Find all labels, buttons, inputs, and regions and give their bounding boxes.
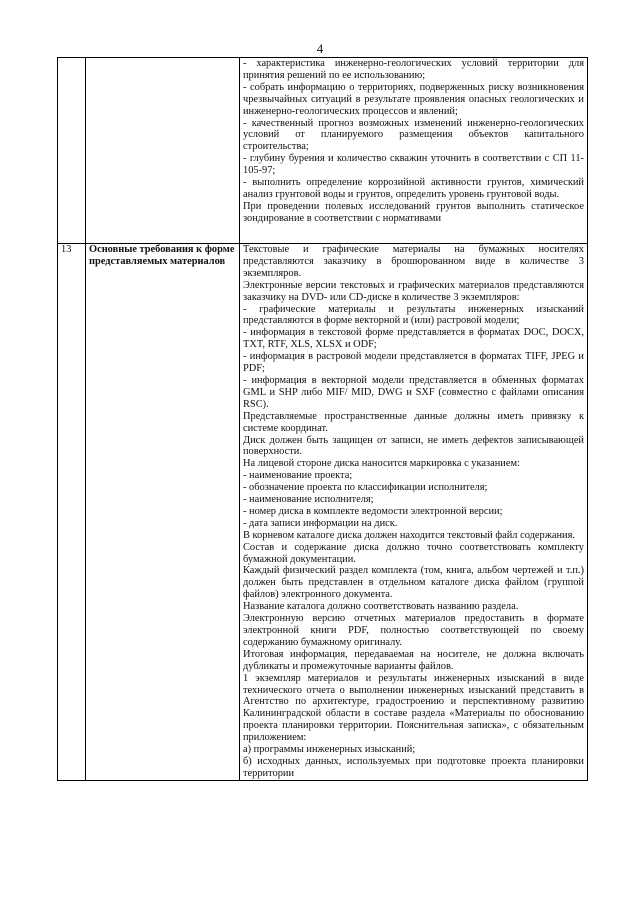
description-line: Электронную версию отчетных материалов предоставить в формате электронной книги PDF, полностью соответствующей по своему содержанию бумажному оригиналу.	[243, 613, 584, 648]
description-line: - наименование проекта;	[243, 470, 353, 482]
description-line: - характеристика инженерно-геологических условий территории для принятия решений по ее использованию;	[243, 58, 584, 81]
description-line: Текстовые и графические материалы на бумажных носителях представляются заказчику в брошюрованном виде в количестве 3 экземпляров.	[243, 244, 584, 279]
description-line: - дата записи информации на диск.	[243, 517, 398, 529]
requirement-description-cell	[240, 58, 588, 244]
description-line: - обозначение проекта по классификации исполнителя;	[243, 482, 488, 494]
description-line: Представляемые пространственные данные должны иметь привязку к системе координат.	[243, 410, 584, 434]
requirements-table	[57, 57, 588, 781]
description-line: а) программы инженерных изысканий;	[243, 744, 416, 756]
description-line: - информация в текстовой форме представляется в форматах DOC, DOCX, TXT, RTF, XLS, XLSX и ODF;	[243, 327, 584, 351]
description-line: На лицевой стороне диска наносится маркировка с указанием:	[243, 458, 520, 470]
description-line: - информация в векторной модели представляется в обменных форматах GML и SHP либо MIF/ MID, DWG и SXF (совместно с файлами описания RSC).	[243, 374, 584, 410]
page-number: 4	[316, 41, 324, 56]
description-line: В корневом каталоге диска должен находится текстовый файл содержания.	[243, 529, 575, 541]
description-line: При проведении полевых исследований грунтов выполнить статическое зондирование в соответствии с нормативами	[243, 200, 584, 224]
description-line: б) исходных данных, используемых при подготовке проекта планировки территории	[243, 755, 584, 779]
table-row	[58, 244, 588, 781]
table-row	[58, 58, 588, 244]
requirement-name-cell: Основные требования к форме представляемых материалов	[86, 244, 240, 781]
description-line: Состав и содержание диска должно точно соответствовать комплекту бумажной документации.	[243, 541, 584, 565]
description-line: Итоговая информация, передаваемая на носителе, не должна включать дубликаты и промежуточные варианты файлов.	[243, 648, 584, 672]
description-line: - наименование исполнителя;	[243, 494, 374, 506]
description-line: Электронные версии текстовых и графических материалов представляются заказчику на DVD- или CD-диске в количестве 3 экземпляров:	[243, 279, 584, 303]
description-line: - качественный прогноз возможных изменений инженерно-геологических условий от планируемого размещения объектов капитального строительства;	[243, 117, 584, 153]
description-line: - информация в растровой модели представляется в форматах TIFF, JPEG и PDF;	[243, 351, 584, 375]
description-line: - номер диска в комплекте ведомости электронной версии;	[243, 505, 503, 517]
row-number-cell	[58, 58, 86, 244]
description-line: 1 экземпляр материалов и результаты инженерных изысканий в виде технического отчета о выполнении инженерных изысканий представить в Агентство по архитектуре, градостроению и перспективному развитию Калининградской области в составе раздела «Материалы по обоснованию проекта планировки территории. Пояснительная записка», с обязательным приложением:	[243, 672, 584, 744]
requirement-description-cell	[240, 244, 588, 781]
description-line: - глубину бурения и количество скважин уточнить в соответствии с СП 11-105-97;	[243, 153, 584, 177]
requirement-name-cell	[86, 58, 240, 244]
description-line: Диск должен быть защищен от записи, не иметь дефектов записывающей поверхности.	[243, 434, 584, 458]
description-line: - графические материалы и результаты инженерных изысканий представляются в форме векторной и (или) растровой модели;	[243, 303, 584, 327]
row-number-cell: 13	[58, 244, 86, 781]
description-line: Каждый физический раздел комплекта (том, книга, альбом чертежей и т.п.) должен быть представлен в отдельном каталоге диска файлом (группой файлов) электронного документа.	[243, 565, 584, 601]
requirements-table-body	[58, 58, 588, 781]
description-line: Название каталога должно соответствовать названию раздела.	[243, 601, 519, 613]
description-line: - собрать информацию о территориях, подверженных риску возникновения чрезвычайных ситуаций в результате проявления опасных геологических и инженерно-геологических процессов и явлений;	[243, 81, 584, 117]
description-line: - выполнить определение коррозийной активности грунтов, химический анализ грунтовой воды и грунтов, определить уровень грунтовой воды.	[243, 177, 584, 200]
